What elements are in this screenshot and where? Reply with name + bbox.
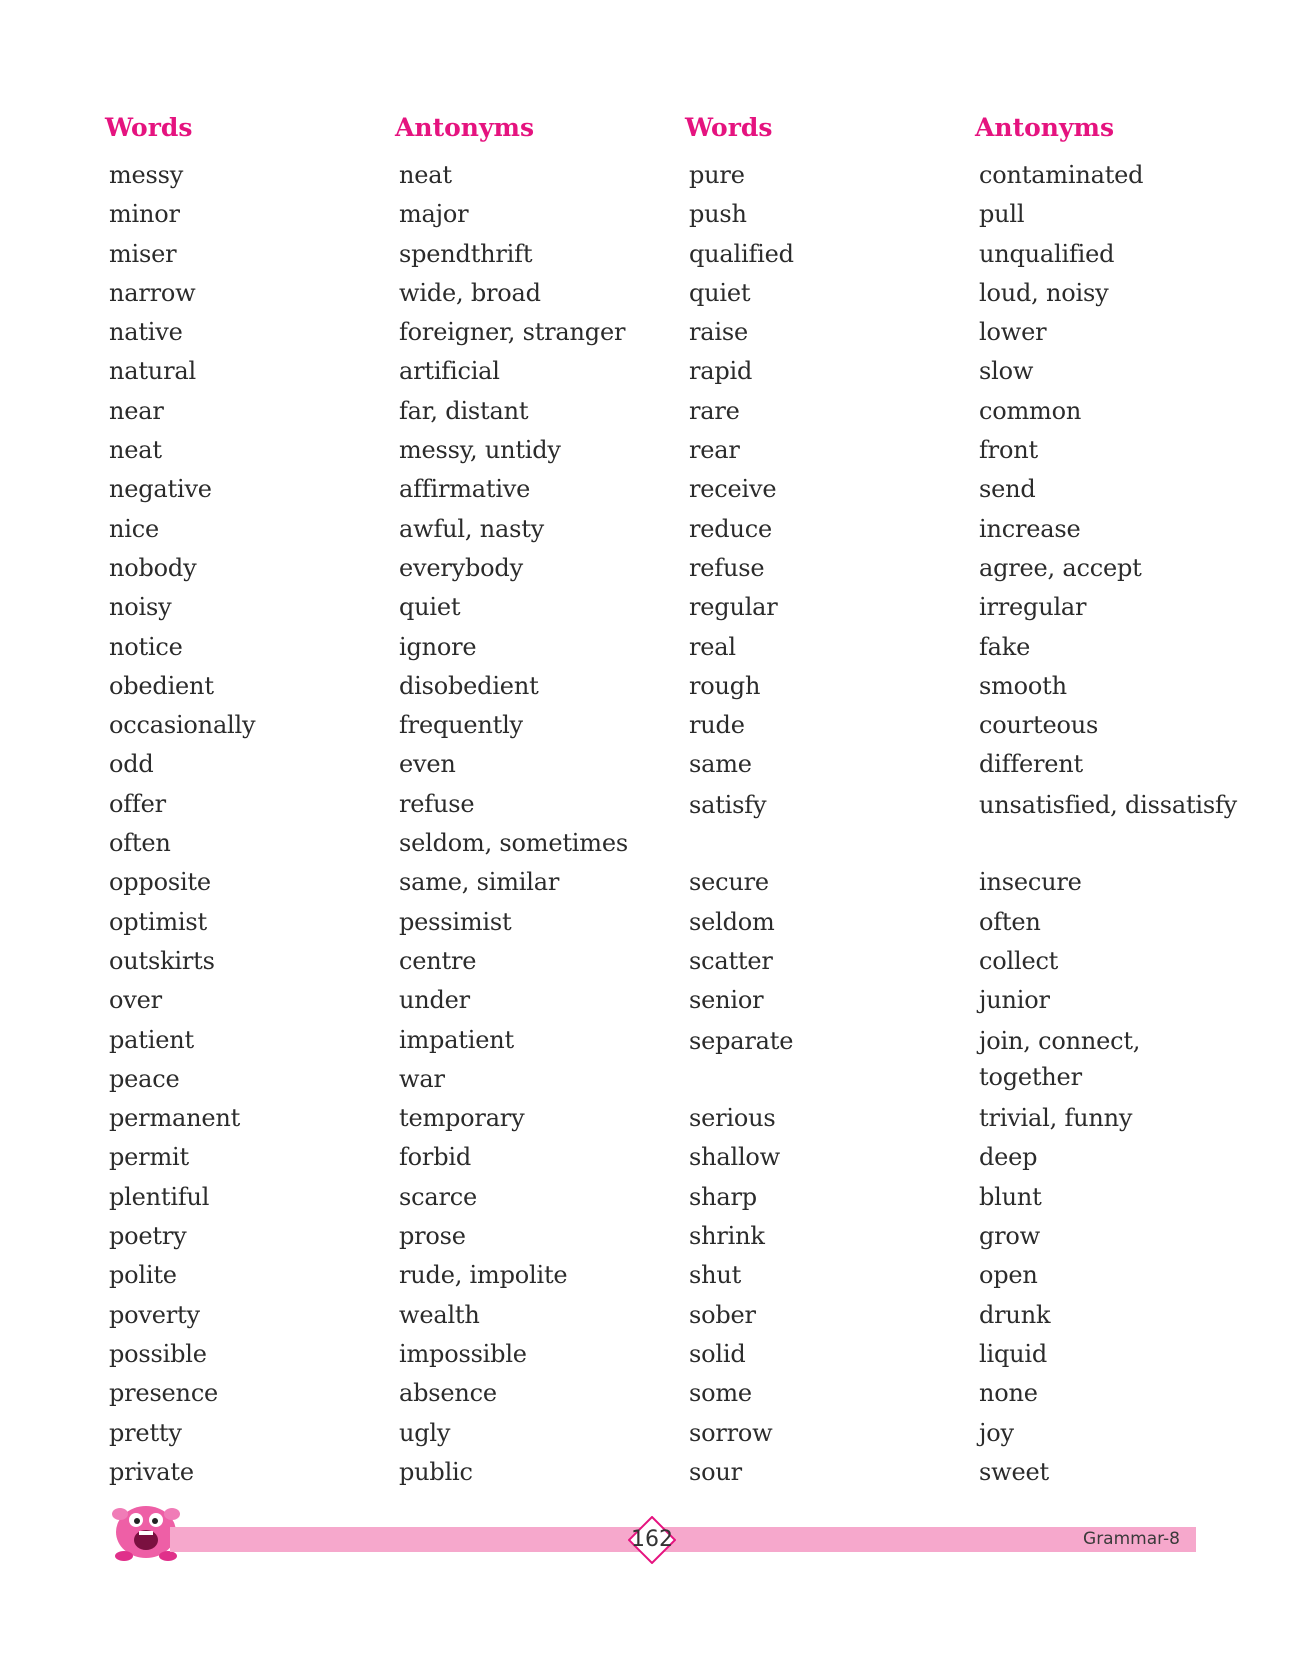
table-cell: foreigner, stranger xyxy=(399,318,626,347)
table-cell: forbid xyxy=(399,1143,472,1172)
table-cell: noisy xyxy=(109,593,172,622)
table-cell: separate xyxy=(689,1026,794,1055)
table-cell: shrink xyxy=(689,1222,765,1251)
table-cell: sorrow xyxy=(689,1418,773,1447)
table-cell: increase xyxy=(979,514,1081,543)
table-cell: shallow xyxy=(689,1143,781,1172)
right-words-column xyxy=(685,108,955,1492)
table-cell: junior xyxy=(979,986,1050,1015)
table-cell: pure xyxy=(689,161,745,189)
table-cell: none xyxy=(979,1379,1038,1408)
table-cell: temporary xyxy=(399,1104,525,1133)
table-cell: join, connect, together xyxy=(979,1026,1141,1091)
table-cell: fake xyxy=(979,632,1031,661)
table-cell: insecure xyxy=(979,868,1082,897)
left-antonyms-column xyxy=(395,108,665,1492)
table-cell: permanent xyxy=(109,1104,241,1133)
table-cell: lower xyxy=(979,318,1047,347)
table-cell: sharp xyxy=(689,1182,757,1211)
left-words-column xyxy=(105,108,375,1492)
table-cell: quiet xyxy=(399,593,461,622)
table-cell: messy xyxy=(109,161,184,189)
table-cell: common xyxy=(979,396,1082,425)
table-cell: war xyxy=(399,1064,445,1093)
antonyms-header: Antonyms xyxy=(975,113,1115,142)
table-cell: minor xyxy=(109,200,180,229)
table-cell: centre xyxy=(399,946,477,975)
table-cell: liquid xyxy=(979,1339,1048,1368)
table-cell: notice xyxy=(109,632,183,661)
table-cell: private xyxy=(109,1457,194,1486)
table-cell: neat xyxy=(109,436,162,465)
table-cell: send xyxy=(979,475,1036,504)
table-cell: artificial xyxy=(399,357,500,386)
right-antonyms-column xyxy=(975,108,1245,1492)
table-cell: pretty xyxy=(109,1418,182,1447)
table-cell: obedient xyxy=(109,671,214,700)
table-cell: open xyxy=(979,1261,1038,1290)
table-cell: smooth xyxy=(979,671,1067,700)
table-cell: refuse xyxy=(399,789,475,818)
table-cell: polite xyxy=(109,1261,177,1290)
table-cell: secure xyxy=(689,868,769,897)
table-cell: sober xyxy=(689,1300,756,1329)
table-cell: quiet xyxy=(689,278,751,307)
table-cell: unsatisfied, dissatisfy xyxy=(979,790,1238,819)
table-cell: same xyxy=(689,750,752,779)
table-cell: offer xyxy=(109,789,166,818)
table-cell: receive xyxy=(689,475,777,504)
table-cell: solid xyxy=(689,1339,746,1368)
table-cell: real xyxy=(689,632,736,661)
table-cell: optimist xyxy=(109,907,207,936)
table-cell: patient xyxy=(109,1025,194,1054)
table-cell: messy, untidy xyxy=(399,436,561,465)
table-cell: frequently xyxy=(399,711,523,740)
table-cell: some xyxy=(689,1379,752,1408)
table-cell: drunk xyxy=(979,1300,1051,1329)
table-cell: affirmative xyxy=(399,475,531,504)
table-cell: often xyxy=(979,907,1041,936)
table-cell: contaminated xyxy=(979,161,1144,189)
table-cell: different xyxy=(979,750,1083,779)
table-cell: qualified xyxy=(689,239,794,268)
table-cell: rare xyxy=(689,396,740,425)
words-header: Words xyxy=(685,113,773,142)
table-cell: spendthrift xyxy=(399,239,533,268)
table-cell: possible xyxy=(109,1339,207,1368)
table-cell: scarce xyxy=(399,1182,477,1211)
table-cell: occasionally xyxy=(109,711,256,740)
table-cell: major xyxy=(399,200,469,229)
table-cell: awful, nasty xyxy=(399,514,545,543)
table-cell: seldom xyxy=(689,907,775,936)
antonyms-header: Antonyms xyxy=(395,113,535,142)
page-number: 162 xyxy=(631,1527,673,1552)
table-cell: near xyxy=(109,396,164,425)
table-cell: permit xyxy=(109,1143,189,1172)
table-cell: blunt xyxy=(979,1182,1042,1211)
table-cell: rough xyxy=(689,671,761,700)
table-cell: impatient xyxy=(399,1025,514,1054)
table-cell: pessimist xyxy=(399,907,512,936)
table-cell: sweet xyxy=(979,1457,1049,1486)
table-cell: satisfy xyxy=(689,790,767,819)
table-cell: often xyxy=(109,829,171,858)
table-cell: pull xyxy=(979,200,1025,229)
table-cell: miser xyxy=(109,239,177,268)
table-cell: poverty xyxy=(109,1300,200,1329)
table-cell: natural xyxy=(109,357,196,386)
table-cell: same, similar xyxy=(399,868,560,897)
table-cell: shut xyxy=(689,1261,742,1290)
table-cell: prose xyxy=(399,1222,466,1251)
table-cell: peace xyxy=(109,1064,180,1093)
table-cell: front xyxy=(979,436,1038,465)
table-cell: far, distant xyxy=(399,396,529,425)
table-cell: courteous xyxy=(979,711,1099,740)
table-cell: senior xyxy=(689,986,764,1015)
table-cell: refuse xyxy=(689,553,765,582)
table-cell: opposite xyxy=(109,868,211,897)
table-cell: sour xyxy=(689,1457,742,1486)
words-header: Words xyxy=(105,113,193,142)
table-cell: native xyxy=(109,318,183,347)
footer-bar xyxy=(170,1527,1196,1552)
table-cell: joy xyxy=(979,1418,1014,1447)
table-cell: disobedient xyxy=(399,671,539,700)
table-cell: over xyxy=(109,986,162,1015)
table-cell: grow xyxy=(979,1222,1041,1251)
table-cell: loud, noisy xyxy=(979,278,1109,307)
table-cell: negative xyxy=(109,475,212,504)
table-cell: under xyxy=(399,986,470,1015)
table-cell: push xyxy=(689,200,747,229)
book-title: Grammar-8 xyxy=(1083,1529,1180,1549)
table-cell: seldom, sometimes xyxy=(399,829,628,858)
table-cell: wide, broad xyxy=(399,278,541,307)
table-cell: trivial, funny xyxy=(979,1104,1133,1133)
table-cell: neat xyxy=(399,161,452,189)
table-cell: everybody xyxy=(399,553,523,582)
table-cell: wealth xyxy=(399,1300,480,1329)
table-cell: unqualified xyxy=(979,239,1115,268)
table-cell: presence xyxy=(109,1379,219,1408)
table-cell: raise xyxy=(689,318,748,347)
table-cell: scatter xyxy=(689,946,773,975)
table-cell: ignore xyxy=(399,632,477,661)
table-cell: poetry xyxy=(109,1222,187,1251)
table-cell: outskirts xyxy=(109,946,215,975)
table-cell: narrow xyxy=(109,278,196,307)
table-cell: nobody xyxy=(109,553,197,582)
table-cell: nice xyxy=(109,514,159,543)
table-cell: rear xyxy=(689,436,740,465)
table-cell: even xyxy=(399,750,456,779)
table-cell: impossible xyxy=(399,1339,527,1368)
table-cell: irregular xyxy=(979,593,1087,622)
table-cell: regular xyxy=(689,593,778,622)
table-cell: ugly xyxy=(399,1418,451,1447)
table-cell: odd xyxy=(109,750,154,779)
table-cell: public xyxy=(399,1457,473,1486)
table-cell: collect xyxy=(979,946,1059,975)
table-cell: rude, impolite xyxy=(399,1261,568,1290)
table-cell: reduce xyxy=(689,514,772,543)
table-cell: agree, accept xyxy=(979,553,1142,582)
table-cell: deep xyxy=(979,1143,1038,1172)
table-cell: rude xyxy=(689,711,745,740)
table-cell: serious xyxy=(689,1104,776,1133)
table-cell: absence xyxy=(399,1379,497,1408)
table-cell: rapid xyxy=(689,357,753,386)
table-cell: plentiful xyxy=(109,1182,210,1211)
table-cell: slow xyxy=(979,357,1034,386)
